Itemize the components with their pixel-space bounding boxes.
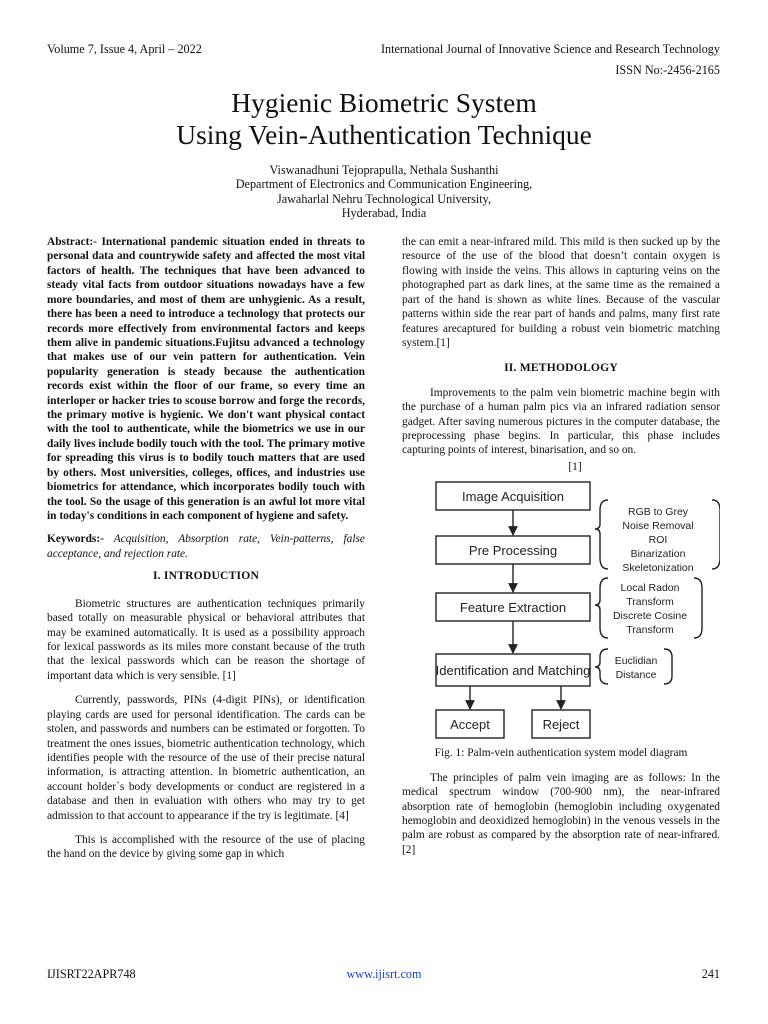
methodology-paragraph-2: The principles of palm vein imaging are as follows: In the medical spectrum window (700-900 nm), the near-infrared absorption rate of hemoglobin (hemoglobin including oxygenated hemoglobin and deoxidized hemoglobin) in the venous vessels in the palm are robust as compared by the absorption rate of near-infrared.[2] bbox=[402, 771, 720, 856]
brace-feature-right bbox=[694, 578, 702, 638]
keywords-text: Acquisition, Absorption rate, Vein-patterns, false acceptance, and rejection rate. bbox=[47, 533, 365, 560]
continued-paragraph: the can emit a near-infrared mild. This mild is then sucked up by the resource of the use of the blood that doesn’t contain oxygen is flowing with inside the veins. This allows in capturing veins on the photographed part as dark lines, at the same time as the remained a part of the hand is shown as white lines. Because of the vascular patterns within side the rear part of hands and palms, many first rate features arecaptured for building a robust vein biometric matching system.[1] bbox=[402, 236, 720, 349]
intro-paragraph-1: Biometric structures are authentication techniques primarily based totally on measurable physical or behavioral attributes that may be examined automatically. It is used as a possibility approach for lexical passwords as its miles more constant because of the truth that the lexical passwords which can be reason the shortage of important data which is very sensible. [1] bbox=[47, 597, 365, 682]
city: Hyderabad, India bbox=[341, 206, 427, 221]
university: Jawaharlal Nehru Technological University, bbox=[276, 191, 492, 206]
abstract: Abstract:- International pandemic situation ended in threats to personal data and countrywide safety and affected the most vital factors of health. The techniques that have been advanced to steady vital facts from outdoor situations nowadays have a few more boundaries, and most of them are unhygienic. As a result, there has been a need to introduce a technology that protects our records more effectively from environmental factors and keeps them alive in pandemic situations.Fujitsu advanced a technology that makes use of our vein pattern for authentication. Vein popularity generation is steady because the authentication records exist within the floor of our frame, so every time an interloper or hacker tries to scouse borrow and forge the records, the primary motive is hygienic. We don't want physical contact with the tool to authenticate, while the biometrics we use in our daily lives include bodily touch with the tool. The primary motive for spreading this virus is to bodily touch matters that are used by others. Most universities, colleges, offices, and industries use biometrics for attendance, which incorporates bodily touch with the tool. So the usage of this generation is an awful lot more vital in today's conditions in each component of hygiene and safety. bbox=[47, 236, 365, 523]
brace-matching bbox=[595, 649, 608, 684]
note-local-radon: Local Radon bbox=[620, 582, 680, 595]
figure-caption: Fig. 1: Palm-vein authentication system model diagram bbox=[434, 747, 688, 760]
header-volume: Volume 7, Issue 4, April – 2022 bbox=[47, 42, 202, 56]
label-accept: Accept bbox=[450, 717, 490, 733]
left-column bbox=[47, 235, 365, 862]
author-block bbox=[0, 163, 768, 221]
authors: Viswanadhuni Tejoprapulla, Nethala Sushanthi bbox=[269, 163, 499, 177]
keywords-label: Keywords:- bbox=[47, 533, 104, 546]
figure-citation: [1] bbox=[568, 460, 582, 473]
brace-matching-right bbox=[664, 649, 672, 684]
note-rgb-to-grey: RGB to Grey bbox=[627, 506, 689, 519]
note-skeletonization: Skeletonization bbox=[622, 562, 694, 575]
note-transform-2: Transform bbox=[626, 624, 674, 637]
brace-preprocessing bbox=[595, 500, 608, 569]
note-discrete-cosine: Discrete Cosine bbox=[612, 610, 688, 623]
footer-paper-code: IJISRT22APR748 bbox=[47, 967, 136, 981]
brace-feature bbox=[595, 578, 608, 638]
note-noise-removal: Noise Removal bbox=[622, 520, 694, 533]
label-feature-extraction: Feature Extraction bbox=[459, 600, 567, 616]
methodology-heading: II. METHODOLOGY bbox=[504, 361, 618, 375]
note-binarization: Binarization bbox=[630, 548, 686, 561]
brace-preprocessing-right bbox=[712, 500, 720, 569]
right-column bbox=[402, 235, 720, 857]
note-distance: Distance bbox=[615, 669, 657, 682]
intro-paragraph-3: This is accomplished with the resource of the use of placing the hand on the device by giving some gap in which bbox=[47, 834, 365, 861]
note-euclidian: Euclidian bbox=[614, 655, 658, 668]
intro-paragraph-2: Currently, passwords, PINs (4-digit PINs), or identification playing cards are used for personal identification. The cards can be stolen, and passwords and numbers can be estimated or forgotten. To treatment the ones issues, biometric authentication technology, which identifies people with the resource of the use of their precise natural information, is attracting attention. In biometric authentication, an account holder`s body developments or conduct are registered in a database and then in evaluation with others who may try to get admission to that account to appearance if the try is legitimate. [4] bbox=[47, 694, 365, 822]
footer-page-number: 241 bbox=[701, 967, 720, 981]
header-issn: ISSN No:-2456-2165 bbox=[615, 63, 720, 77]
system-flow-diagram bbox=[402, 478, 720, 740]
department: Department of Electronics and Communication Engineering, bbox=[235, 177, 533, 192]
keywords bbox=[47, 532, 365, 561]
diagram-svg bbox=[402, 478, 720, 740]
label-reject: Reject bbox=[542, 717, 580, 733]
header-journal: International Journal of Innovative Science and Research Technology bbox=[380, 42, 720, 56]
note-roi: ROI bbox=[648, 534, 668, 547]
methodology-paragraph-1: Improvements to the palm vein biometric machine begin with the purchase of a human palm pics via an infrared radiation sensor gadget. After saving numerous pictures in the computer database, the preprocessing phase begins. In particular, this phase includes capturing points of interest, binarisation, and so on. bbox=[402, 386, 720, 457]
label-identification-matching: Identification and Matching bbox=[435, 663, 591, 679]
label-image-acquisition: Image Acquisition bbox=[462, 489, 564, 505]
introduction-heading: I. INTRODUCTION bbox=[152, 569, 260, 583]
paper-title-line2: Using Vein-Authentication Technique bbox=[176, 119, 592, 150]
paper-title-line1: Hygienic Biometric System bbox=[231, 87, 537, 118]
label-pre-processing: Pre Processing bbox=[468, 543, 558, 559]
footer-url-link[interactable]: www.ijisrt.com bbox=[346, 967, 422, 981]
note-transform-1: Transform bbox=[626, 596, 674, 609]
